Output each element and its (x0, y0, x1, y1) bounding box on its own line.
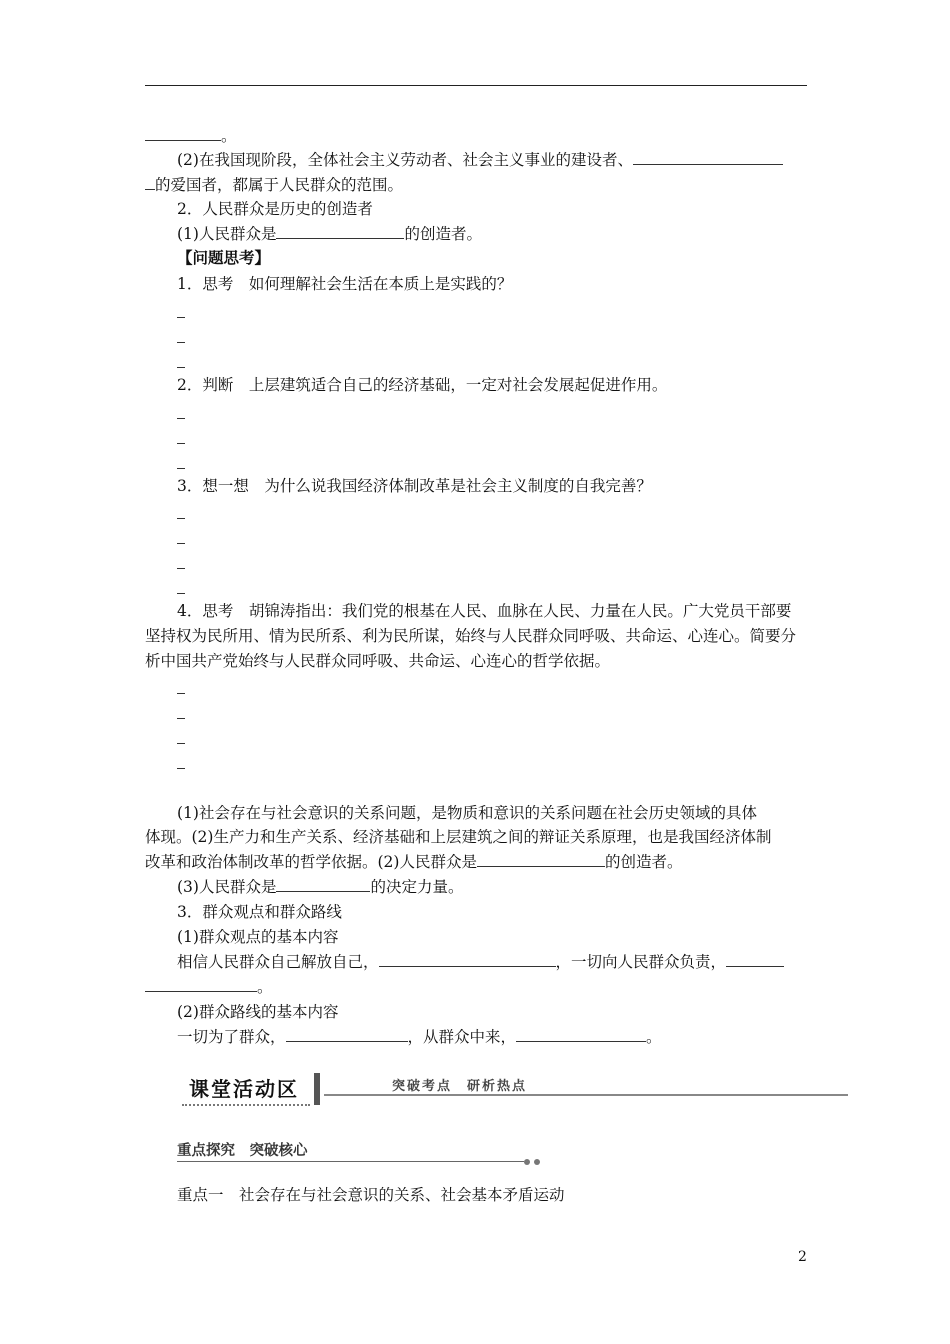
answer-line[interactable] (177, 543, 185, 544)
text-line-5: (1)人民群众是 的创造者。 (177, 225, 482, 243)
blank-field[interactable] (633, 149, 783, 165)
answer-line[interactable] (177, 593, 185, 594)
text-line-2: (2)在我国现阶段，全体社会主义劳动者、社会主义事业的建设者、 (177, 149, 783, 171)
answer-line[interactable] (177, 518, 185, 519)
question-heading: 【问题思考】 (177, 248, 271, 267)
blank-field[interactable] (145, 125, 221, 141)
blank-field[interactable] (379, 951, 556, 967)
blank-field[interactable] (477, 851, 605, 867)
banner-dotted-underline (182, 1104, 310, 1106)
banner-divider (314, 1073, 320, 1105)
question-4-line-2: 坚持权为民所用、情为民所系、利为民所谋，始终与人民群众同呼吸、共命运、心连心。简要分 (145, 627, 797, 645)
text-line-masses-view-cont: 。 (145, 976, 273, 998)
answer-line[interactable] (177, 317, 185, 318)
answer-line[interactable] (177, 768, 185, 769)
section-heading-3: 3．群众观点和群众路线 (177, 903, 342, 921)
section-heading: 2．人民群众是历史的创造者 (177, 200, 373, 218)
answer-line[interactable] (177, 367, 185, 368)
blank-field[interactable] (516, 1026, 646, 1042)
key-point-topic: 重点一 社会存在与社会意识的关系、社会基本矛盾运动 (177, 1186, 565, 1204)
dot-icon (534, 1159, 540, 1165)
classroom-activity-banner (178, 1071, 848, 1109)
answer-text-line-3: 改革和政治体制改革的哲学依据。(2)人民群众是 的创造者。 (145, 853, 683, 871)
text-line-masses-view: 相信人民群众自己解放自己， ，一切向人民群众负责， (177, 951, 784, 973)
header-rule (145, 85, 807, 86)
text-line-mass-line: 一切为了群众， ，从群众中来， 。 (177, 1028, 662, 1046)
answer-line[interactable] (177, 743, 185, 744)
answer-line[interactable] (177, 693, 185, 694)
sub-heading-1: (1)群众观点的基本内容 (177, 928, 339, 946)
question-3: 3．想一想 为什么说我国经济体制改革是社会主义制度的自我完善？ (177, 477, 652, 495)
sub-heading-2: (2)群众路线的基本内容 (177, 1003, 339, 1021)
blank-field[interactable] (145, 174, 155, 190)
question-1: 1．思考 如何理解社会生活在本质上是实践的？ (177, 275, 513, 293)
answer-line[interactable] (177, 568, 185, 569)
question-2: 2．判断 上层建筑适合自己的经济基础，一定对社会发展起促进作用。 (177, 376, 668, 394)
blank-field[interactable] (286, 1026, 408, 1042)
blank-field[interactable] (726, 951, 784, 967)
banner-rule (324, 1094, 848, 1096)
answer-line[interactable] (177, 468, 185, 469)
question-4-line-3: 析中国共产党始终与人民群众同呼吸、共命运、心连心的哲学依据。 (145, 652, 611, 670)
text-line-3-decisive: (3)人民群众是 的决定力量。 (177, 878, 464, 896)
blank-field[interactable] (276, 223, 404, 239)
banner-subtitle: 突破考点 研析热点 (392, 1079, 528, 1094)
text-line-3: 的爱国者，都属于人民群众的范围。 (145, 174, 403, 196)
answer-line[interactable] (177, 718, 185, 719)
blank-field[interactable] (145, 976, 257, 992)
text-line-1: 。 (145, 125, 237, 147)
answer-line[interactable] (177, 342, 185, 343)
answer-line[interactable] (177, 443, 185, 444)
answer-text-line-1: (1)社会存在与社会意识的关系问题，是物质和意识的关系问题在社会历史领域的具体 (177, 804, 757, 822)
answer-line[interactable] (177, 418, 185, 419)
key-point-rule (177, 1161, 524, 1162)
question-4-line-1: 4．思考 胡锦涛指出：我们党的根基在人民、血脉在人民、力量在人民。广大党员干部要 (177, 602, 792, 620)
dot-icon (524, 1159, 530, 1165)
banner-title: 课堂活动区 (189, 1077, 299, 1101)
page-number: 2 (798, 1249, 807, 1265)
key-point-heading: 重点探究 突破核心 (177, 1143, 308, 1159)
blank-field[interactable] (276, 876, 370, 892)
answer-text-line-2: 体现。(2)生产力和生产关系、经济基础和上层建筑之间的辩证关系原理，也是我国经济体制 (145, 828, 772, 846)
